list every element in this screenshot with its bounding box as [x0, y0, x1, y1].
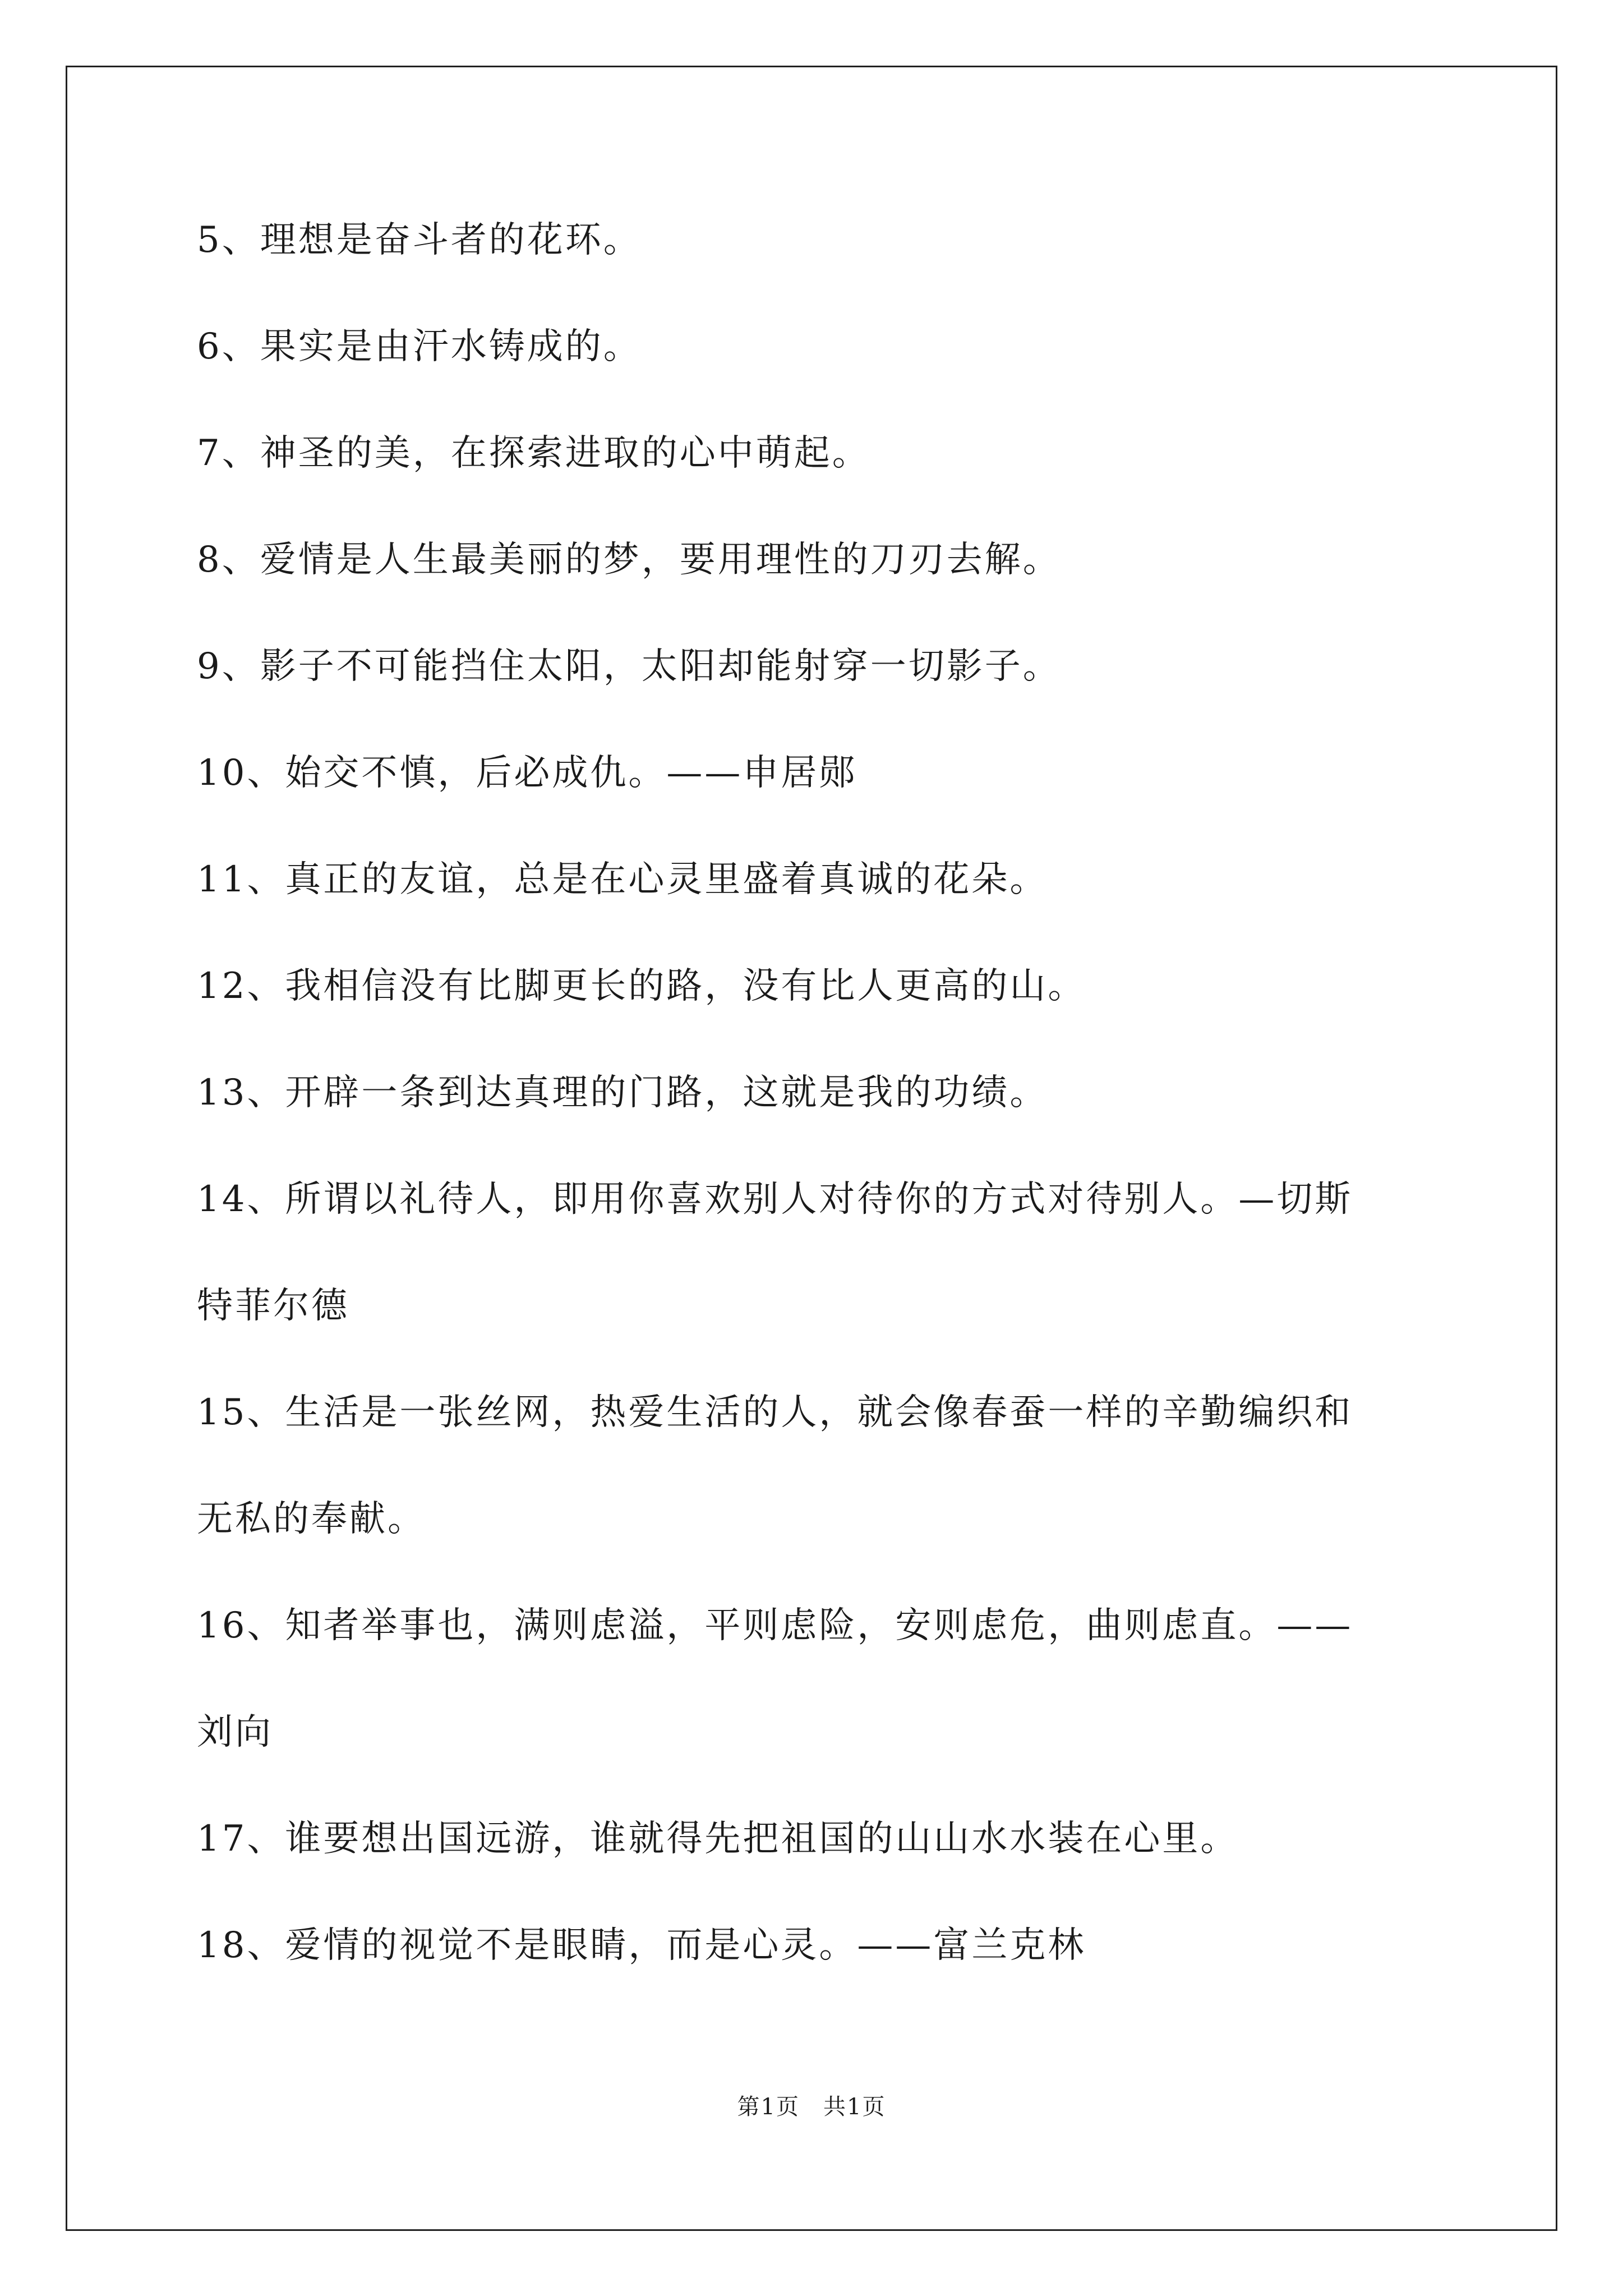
quote-line-continued: 特菲尔德 [197, 1285, 349, 1327]
page-number-footer: 第1页 共1页 [737, 2094, 886, 2120]
quote-line: 17、谁要想出国远游，谁就得先把祖国的山山水水装在心里。 [197, 1818, 1239, 1860]
quote-line: 15、生活是一张丝网，热爱生活的人，就会像春蚕一样的辛勤编织和 [197, 1392, 1353, 1433]
quote-line: 6、果实是由汗水铸成的。 [197, 326, 642, 367]
quote-line: 10、始交不慎，后必成仇。——申居郧 [197, 752, 857, 794]
quote-line: 18、爱情的视觉不是眼睛，而是心灵。——富兰克林 [197, 1925, 1086, 1966]
quote-line: 12、我相信没有比脚更长的路，没有比人更高的山。 [197, 965, 1086, 1007]
quote-line: 8、爱情是人生最美丽的梦，要用理性的刀刃去解。 [197, 539, 1061, 581]
quote-list [197, 213, 1431, 1972]
quote-line: 16、知者举事也，满则虑溢，平则虑险，安则虑危，曲则虑直。—— [197, 1605, 1353, 1646]
quote-line-continued: 刘向 [197, 1711, 273, 1753]
quote-line: 9、影子不可能挡住太阳，太阳却能射穿一切影子。 [197, 646, 1061, 687]
quote-line: 7、神圣的美，在探索进取的心中萌起。 [197, 432, 870, 474]
quote-line: 14、所谓以礼待人，即用你喜欢别人对待你的方式对待别人。—切斯 [197, 1179, 1353, 1220]
quote-line: 5、理想是奋斗者的花环。 [197, 219, 642, 261]
quote-line: 13、开辟一条到达真理的门路，这就是我的功绩。 [197, 1072, 1048, 1114]
quote-line-continued: 无私的奉献。 [197, 1498, 426, 1540]
quote-line: 11、真正的友谊，总是在心灵里盛着真诚的花朵。 [197, 859, 1048, 900]
